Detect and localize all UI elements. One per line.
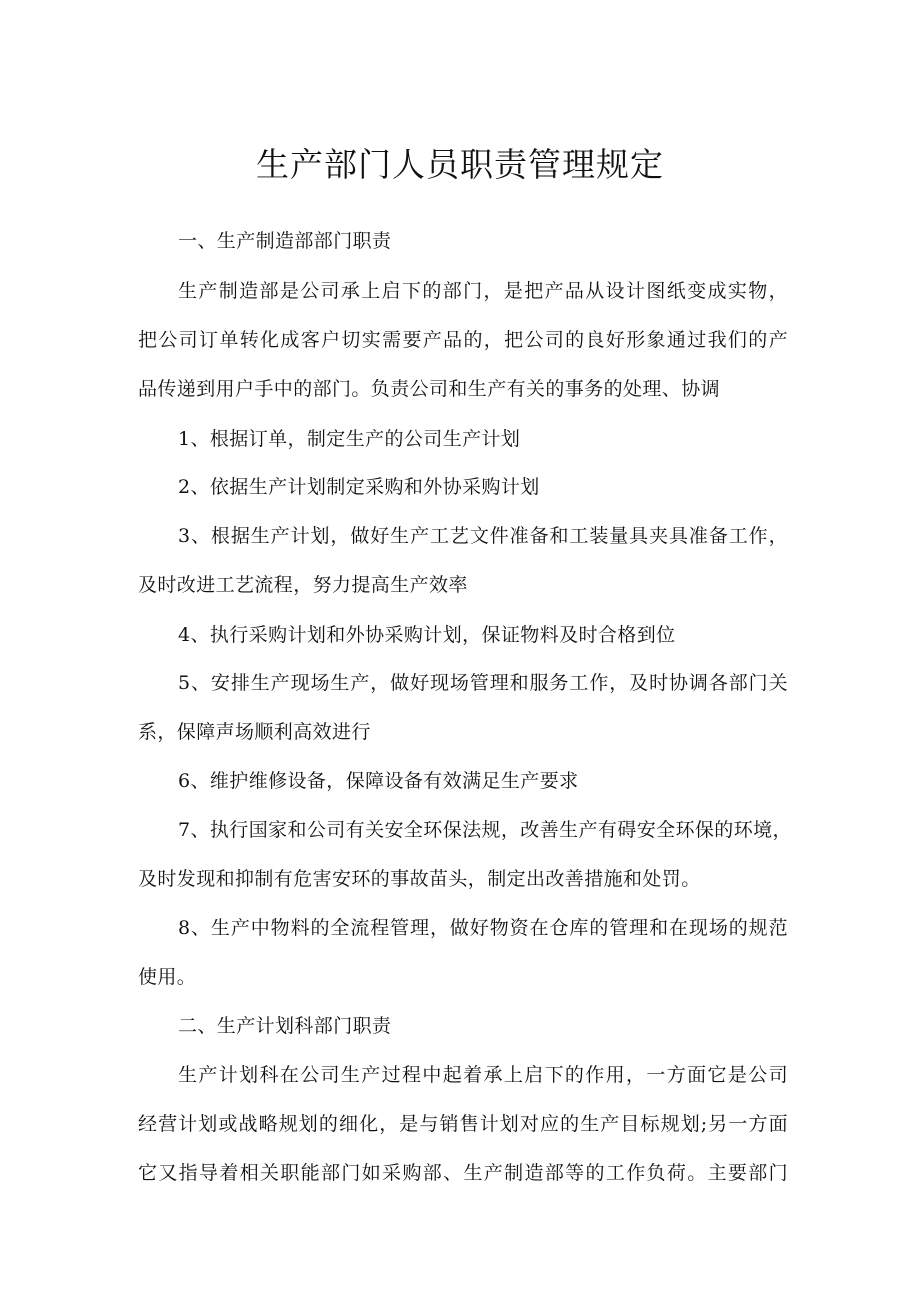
list-item-2: 2、依据生产计划制定采购和外协采购计划 (178, 476, 540, 498)
paragraph-line: 生产制造部是公司承上启下的部门，是把产品从设计图纸变成实物， (178, 280, 788, 302)
list-item-8: 8、生产中物料的全流程管理，做好物资在仓库的管理和在现场的规范 (178, 917, 788, 939)
paragraph-line: 把公司订单转化成客户切实需要产品的，把公司的良好形象通过我们的产 (138, 329, 788, 351)
section-heading-2: 二、生产计划科部门职责 (178, 1015, 392, 1037)
section-heading-1: 一、生产制造部部门职责 (178, 230, 392, 252)
list-item-8-continued: 使用。 (138, 966, 197, 988)
list-item-1: 1、根据订单，制定生产的公司生产计划 (178, 428, 521, 450)
list-item-7: 7、执行国家和公司有关安全环保法规，改善生产有碍安全环保的环境， (178, 819, 792, 841)
list-item-6: 6、维护维修设备，保障设备有效满足生产要求 (178, 770, 579, 792)
paragraph-line: 生产计划科在公司生产过程中起着承上启下的作用，一方面它是公司 (178, 1064, 788, 1086)
list-item-5: 5、安排生产现场生产，做好现场管理和服务工作，及时协调各部门关 (178, 672, 788, 694)
list-item-3-continued: 及时改进工艺流程，努力提高生产效率 (138, 574, 468, 596)
paragraph-line: 品传递到用户手中的部门。负责公司和生产有关的事务的处理、协调 (138, 378, 721, 400)
paragraph-line: 经营计划或战略规划的细化，是与销售计划对应的生产目标规划;另一方面 (138, 1113, 788, 1135)
list-item-3: 3、根据生产计划，做好生产工艺文件准备和工装量具夹具准备工作， (178, 525, 788, 547)
list-item-4: 4、执行采购计划和外协采购计划，保证物料及时合格到位 (178, 624, 676, 646)
document-title: 生产部门人员职责管理规定 (256, 145, 664, 184)
list-item-5-continued: 系，保障声场顺利高效进行 (138, 721, 371, 743)
list-item-7-continued: 及时发现和抑制有危害安环的事故苗头，制定出改善措施和处罚。 (138, 868, 701, 890)
paragraph-line: 它又指导着相关职能部门如采购部、生产制造部等的工作负荷。主要部门 (138, 1162, 788, 1184)
